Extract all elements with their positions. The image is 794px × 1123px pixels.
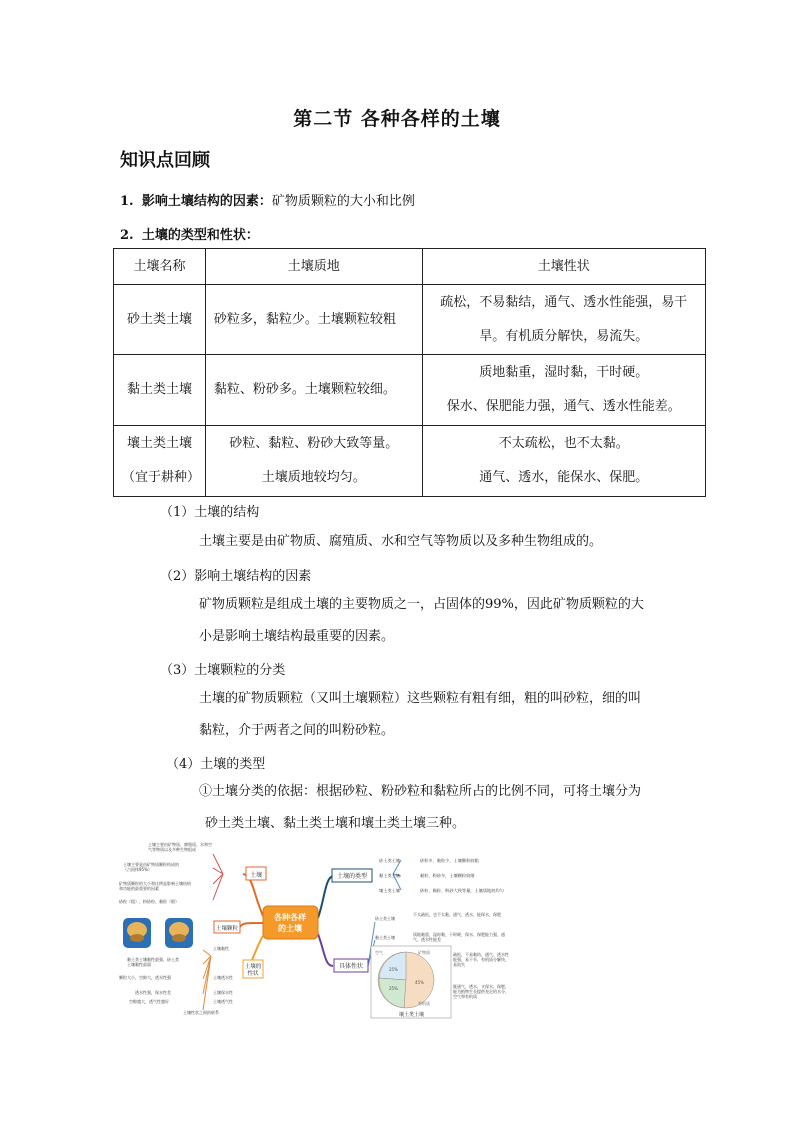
texture-cell: 砂粒、黏粒、粉砂大致等量。 土壤质地较均匀。 (205, 426, 422, 497)
point-2: 2. 土壤的类型和性状： (120, 228, 259, 243)
properties-cell: 质地黏重，湿时黏，干时硬。 保水、保肥能力强，通气、透水性能差。 (422, 355, 706, 426)
specific-desc: 不太疏松，也不太黏，通气、透水，能保水，保肥 (413, 912, 501, 917)
mindmap-center-node (263, 906, 318, 939)
mindmap-note: 空隙越大，透气性越好 (129, 999, 169, 1004)
header-cell: 土壤质地 (205, 249, 422, 285)
mindmap-note: 土壤黏性 (213, 946, 229, 951)
mindmap-note: 疏松，不易黏结，通气、透水性能强，易干旱，有机质分解快，易流失 (453, 952, 509, 967)
mindmap-note: 土壤透水性 (213, 975, 233, 980)
soil-name-cell: 壤土类土壤 （宜于耕种） (114, 426, 206, 497)
specific-name: 砂土类土壤 (375, 916, 395, 921)
soil-name-cell: 砂土类土壤 (114, 285, 206, 355)
type-row-desc: 黏粒、粉砂多，土壤颗粒较细 (420, 873, 475, 878)
subsection-heading: （2）影响土壤结构的因素 (160, 569, 312, 584)
properties-cell: 疏松，不易黏结，通气、透水性能强，易干 旱。有机质分解快，易流失。 (422, 285, 706, 355)
mindmap-note: 土壤黏性最弱 (127, 962, 151, 967)
mindmap-note: 和功能的最重要的因素 (119, 886, 159, 891)
table-row (114, 285, 706, 355)
type-row-name: 砂土类土壤 (379, 858, 400, 863)
point-1-label: 影响土壤结构的因素： (141, 194, 272, 209)
mindmap-note: 气等物质以及多种生物组成 (148, 847, 196, 852)
pie-label: 矿物质 (418, 950, 430, 955)
pie-label: 25% (389, 986, 398, 991)
branch-properties-label: 土壤的 (244, 964, 262, 970)
subsection-heading: （4）土壤的类型 (166, 757, 266, 772)
type-row-name: 黏土类土壤 (379, 873, 400, 878)
mindmap-note: 矿物质颗粒的大小和比例是影响土壤结构 (119, 881, 191, 886)
type-row-desc: 砂粒多，黏粒少，土壤颗粒较粗 (420, 858, 479, 863)
mindmap-note: 透水性强，保水性差 (135, 990, 171, 995)
mindmap-note: 砂粒（粗）、粉砂粒、黏粒（细） (119, 899, 179, 904)
type-row-desc: 砂粒、黏粒、粉砂大致等量，土壤质地较均匀 (420, 888, 504, 893)
properties-cell: 不太疏松，也不太黏。 通气、透水，能保水、保肥。 (422, 426, 706, 497)
pie-label: 45% (415, 980, 424, 985)
mindmap-note: 土壤透气性 (213, 999, 233, 1004)
soil-name-cell: 黏土类土壤 (114, 355, 206, 426)
page-title: 第二节 各种各样的土壤 (293, 108, 501, 130)
branch-properties-label: 性状 (247, 971, 259, 977)
pie-label: 空气 (375, 950, 383, 955)
table-header-row (114, 249, 706, 285)
soil-composition-pie (378, 952, 434, 1008)
subsection-text: 土壤的矿物质颗粒（又叫土壤颗粒）这些颗粒有粗有细，粗的叫砂粒，细的叫 黏粒，介于两者之间的叫粉砂粒。 (199, 691, 642, 738)
table-row (114, 426, 706, 497)
mindmap-note: 土壤性状之间的联系 (183, 1010, 219, 1015)
mindmap-note: （占固体95%） (123, 867, 152, 872)
mindmap-note: 土壤保水性 (213, 990, 233, 995)
mindmap-note: 黏土类土壤黏性最强，砂土类 (127, 957, 179, 962)
subsection-heading: （1）土壤的结构 (160, 505, 260, 520)
mindmap-center-label: 的土壤 (278, 924, 302, 933)
mindmap-note: 土壤主要是由矿物质颗粒构成的 (123, 862, 179, 867)
section-heading: 知识点回顾 (120, 150, 210, 171)
branch-particle-label: 土壤颗粒 (215, 926, 239, 932)
branch-structure-label: 土壤 (249, 872, 263, 879)
specific-desc: 质地黏重，湿时黏，干时硬，保水、保肥能力强，通气、透水性能差 (413, 932, 505, 942)
header-cell: 土壤性状 (422, 249, 706, 285)
subsection-text: 矿物质颗粒是组成土壤的主要物质之一，占固体的99%，因此矿物质颗粒的大 小是影响土壤结构最重要的因素。 (199, 597, 644, 644)
point-2-label: 土壤的类型和性状： (141, 228, 259, 243)
pie-caption: 壤土类土壤 (399, 1012, 425, 1018)
table-row (114, 355, 706, 426)
texture-cell: 黏粒、粉砂多。土壤颗粒较细。 (205, 355, 422, 426)
branch-specific-label: 具体性状 (338, 963, 364, 970)
pie-label: 有机质 (418, 1001, 430, 1006)
hand-holding-soil-icon (123, 918, 151, 948)
subsection-heading: （3）土壤颗粒的分类 (160, 663, 286, 678)
mindmap-note: 既通气、透水，又保水、保肥，能为植物生长提供充足的水分、空气和有机质 (453, 984, 509, 999)
header-cell: 土壤名称 (114, 249, 206, 285)
pie-label: 25% (389, 967, 398, 972)
soil-table (113, 248, 706, 497)
texture-cell: 砂粒多，黏粒少。土壤颗粒较粗 (205, 285, 422, 355)
mindmap-center-label: 各种各样 (274, 913, 306, 922)
mindmap-note: 颗粒大小，空隙大，透水性强 (119, 975, 171, 980)
subsection-text: 土壤主要是由矿物质、腐殖质、水和空气等物质以及多种生物组成的。 (199, 534, 603, 549)
hand-holding-soil-icon (165, 918, 193, 948)
mindmap-note: 土壤主要由矿物质、腐殖质、水和空 (148, 842, 212, 847)
soil-mind-map (113, 838, 513, 1020)
point-1: 1. 影响土壤结构的因素：矿物质颗粒的大小和比例 (120, 194, 415, 209)
subsection-text: ①土壤分类的依据：根据砂粒、粉砂粒和黏粒所占的比例不同，可将土壤分为 砂土类土壤、黏土类土壤和壤土类土壤三种。 (199, 784, 642, 831)
point-1-text: 矿物质颗粒的大小和比例 (271, 194, 415, 209)
specific-name: 黏土类土壤 (375, 935, 395, 940)
type-row-name: 壤土类土壤 (379, 888, 400, 893)
branch-types-label: 土壤的类型 (336, 873, 368, 880)
